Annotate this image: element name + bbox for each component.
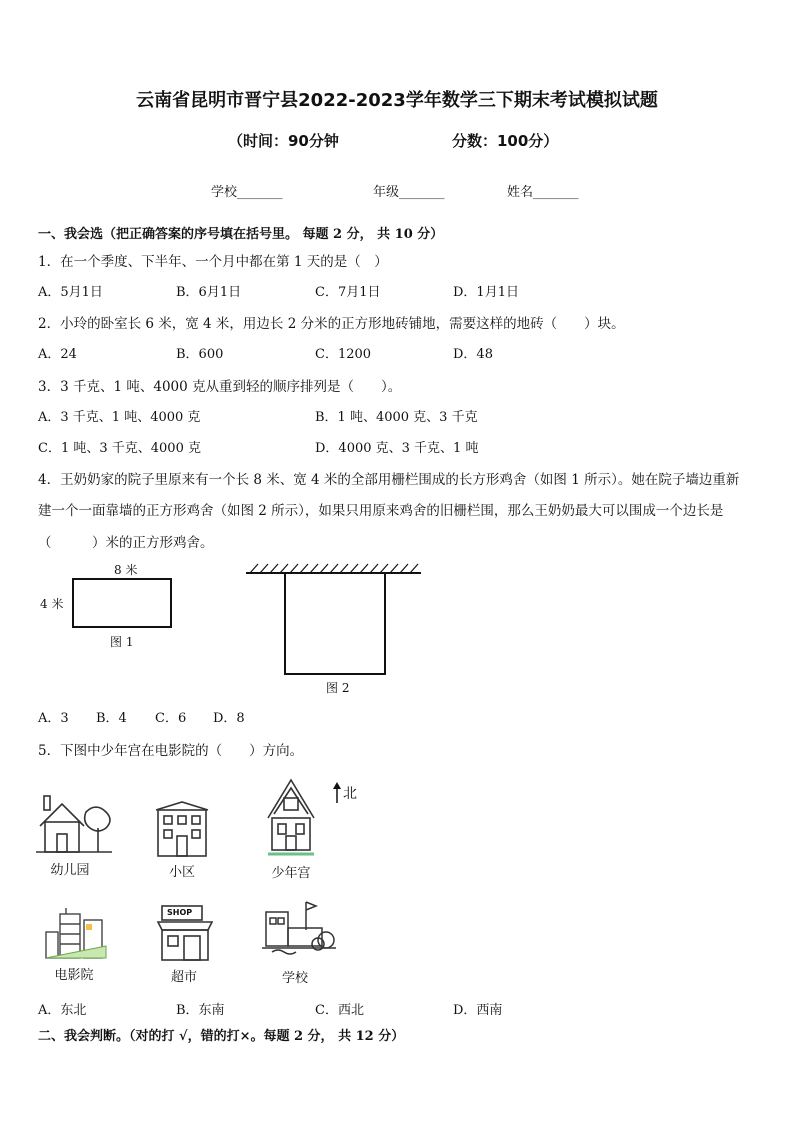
place-cinema: 电影院: [54, 968, 94, 983]
q4-option-c: C．6: [155, 711, 187, 726]
q2-option-c: C．1200: [315, 347, 372, 362]
section2-heading: 二、我会判断。（对的打 √，错的打×。每题 2 分， 共 12 分）: [38, 1029, 405, 1044]
q2-option-a: A．24: [38, 347, 77, 362]
name-field: 姓名_______: [507, 185, 579, 200]
q3-option-c: C．1 吨、3 千克、4000 克: [38, 441, 201, 456]
fig2-caption: 图 2: [326, 681, 350, 695]
fig2-square: [284, 573, 386, 675]
q5-option-b: B．东南: [176, 1003, 225, 1018]
q1-option-a: A．5月1日: [38, 285, 103, 300]
q5-option-a: A．东北: [38, 1003, 87, 1018]
school-field: 学校_______: [211, 185, 283, 200]
fig1-rectangle: [72, 578, 172, 628]
cinema-icon: [44, 906, 110, 962]
youth-palace-icon: [264, 778, 318, 860]
q3-option-a: A．3 千克、1 吨、4000 克: [38, 410, 201, 425]
question-3: 3．3 千克、1 吨、4000 克从重到轻的顺序排列是（ ）。: [38, 379, 402, 395]
place-residential: 小区: [168, 865, 195, 880]
place-kindergarten: 幼儿园: [50, 863, 90, 878]
q4-option-b: B．4: [96, 711, 127, 726]
q5-option-c: C．西北: [315, 1003, 364, 1018]
q1-option-b: B．6月1日: [176, 285, 242, 300]
kindergarten-icon: [36, 792, 116, 856]
question-4-line1: 4．王奶奶家的院子里原来有一个长 8 米、宽 4 米的全部用栅栏围成的长方形鸡舍（如图 1 所示）。她在院子墙边重新: [38, 472, 740, 488]
question-1: 1．在一个季度、下半年、一个月中都在第 1 天的是（ ）: [38, 254, 388, 270]
q4-option-a: A．3: [38, 711, 69, 726]
page-title: 云南省昆明市晋宁县2022-2023学年数学三下期末考试模拟试题: [136, 90, 658, 111]
time-label: （时间：90分钟: [228, 132, 339, 150]
q1-option-c: C．7月1日: [315, 285, 381, 300]
question-5: 5．下图中少年宫在电影院的（ ）方向。: [38, 743, 304, 759]
place-school: 学校: [281, 971, 308, 986]
fig1-length-label: 8 米: [114, 563, 138, 577]
fig1-caption: 图 1: [110, 635, 134, 649]
q5-option-d: D．西南: [453, 1003, 503, 1018]
grade-field: 年级_______: [373, 185, 445, 200]
question-4-line2: 建一个一面靠墙的正方形鸡舍（如图 2 所示），如果只用原来鸡舍的旧栅栏围，那么王奶奶最大可以围成一个边长是: [38, 503, 724, 519]
fig1-width-label: 4 米: [40, 597, 64, 611]
question-4-line3: （ ）米的正方形鸡舍。: [38, 535, 214, 551]
school-icon: [262, 900, 340, 962]
q2-option-b: B．600: [176, 347, 224, 362]
q3-option-b: B．1 吨、4000 克、3 千克: [315, 410, 478, 425]
place-supermarket: 超市: [170, 970, 197, 985]
q4-option-d: D．8: [213, 711, 245, 726]
score-label: 分数：100分）: [452, 132, 559, 150]
q2-option-d: D．48: [453, 347, 493, 362]
place-youth-palace: 少年宫: [271, 866, 311, 881]
residential-icon: [154, 800, 210, 858]
q1-option-d: D．1月1日: [453, 285, 519, 300]
q3-option-d: D．4000 克、3 千克、1 吨: [315, 441, 479, 456]
north-label: 北: [343, 786, 357, 802]
shop-sign: SHOP: [167, 908, 193, 917]
section1-heading: 一、我会选（把正确答案的序号填在括号里。 每题 2 分， 共 10 分）: [38, 227, 444, 242]
question-2: 2．小玲的卧室长 6 米，宽 4 米，用边长 2 分米的正方形地砖铺地，需要这样的地砖（ ）块。: [38, 316, 625, 332]
